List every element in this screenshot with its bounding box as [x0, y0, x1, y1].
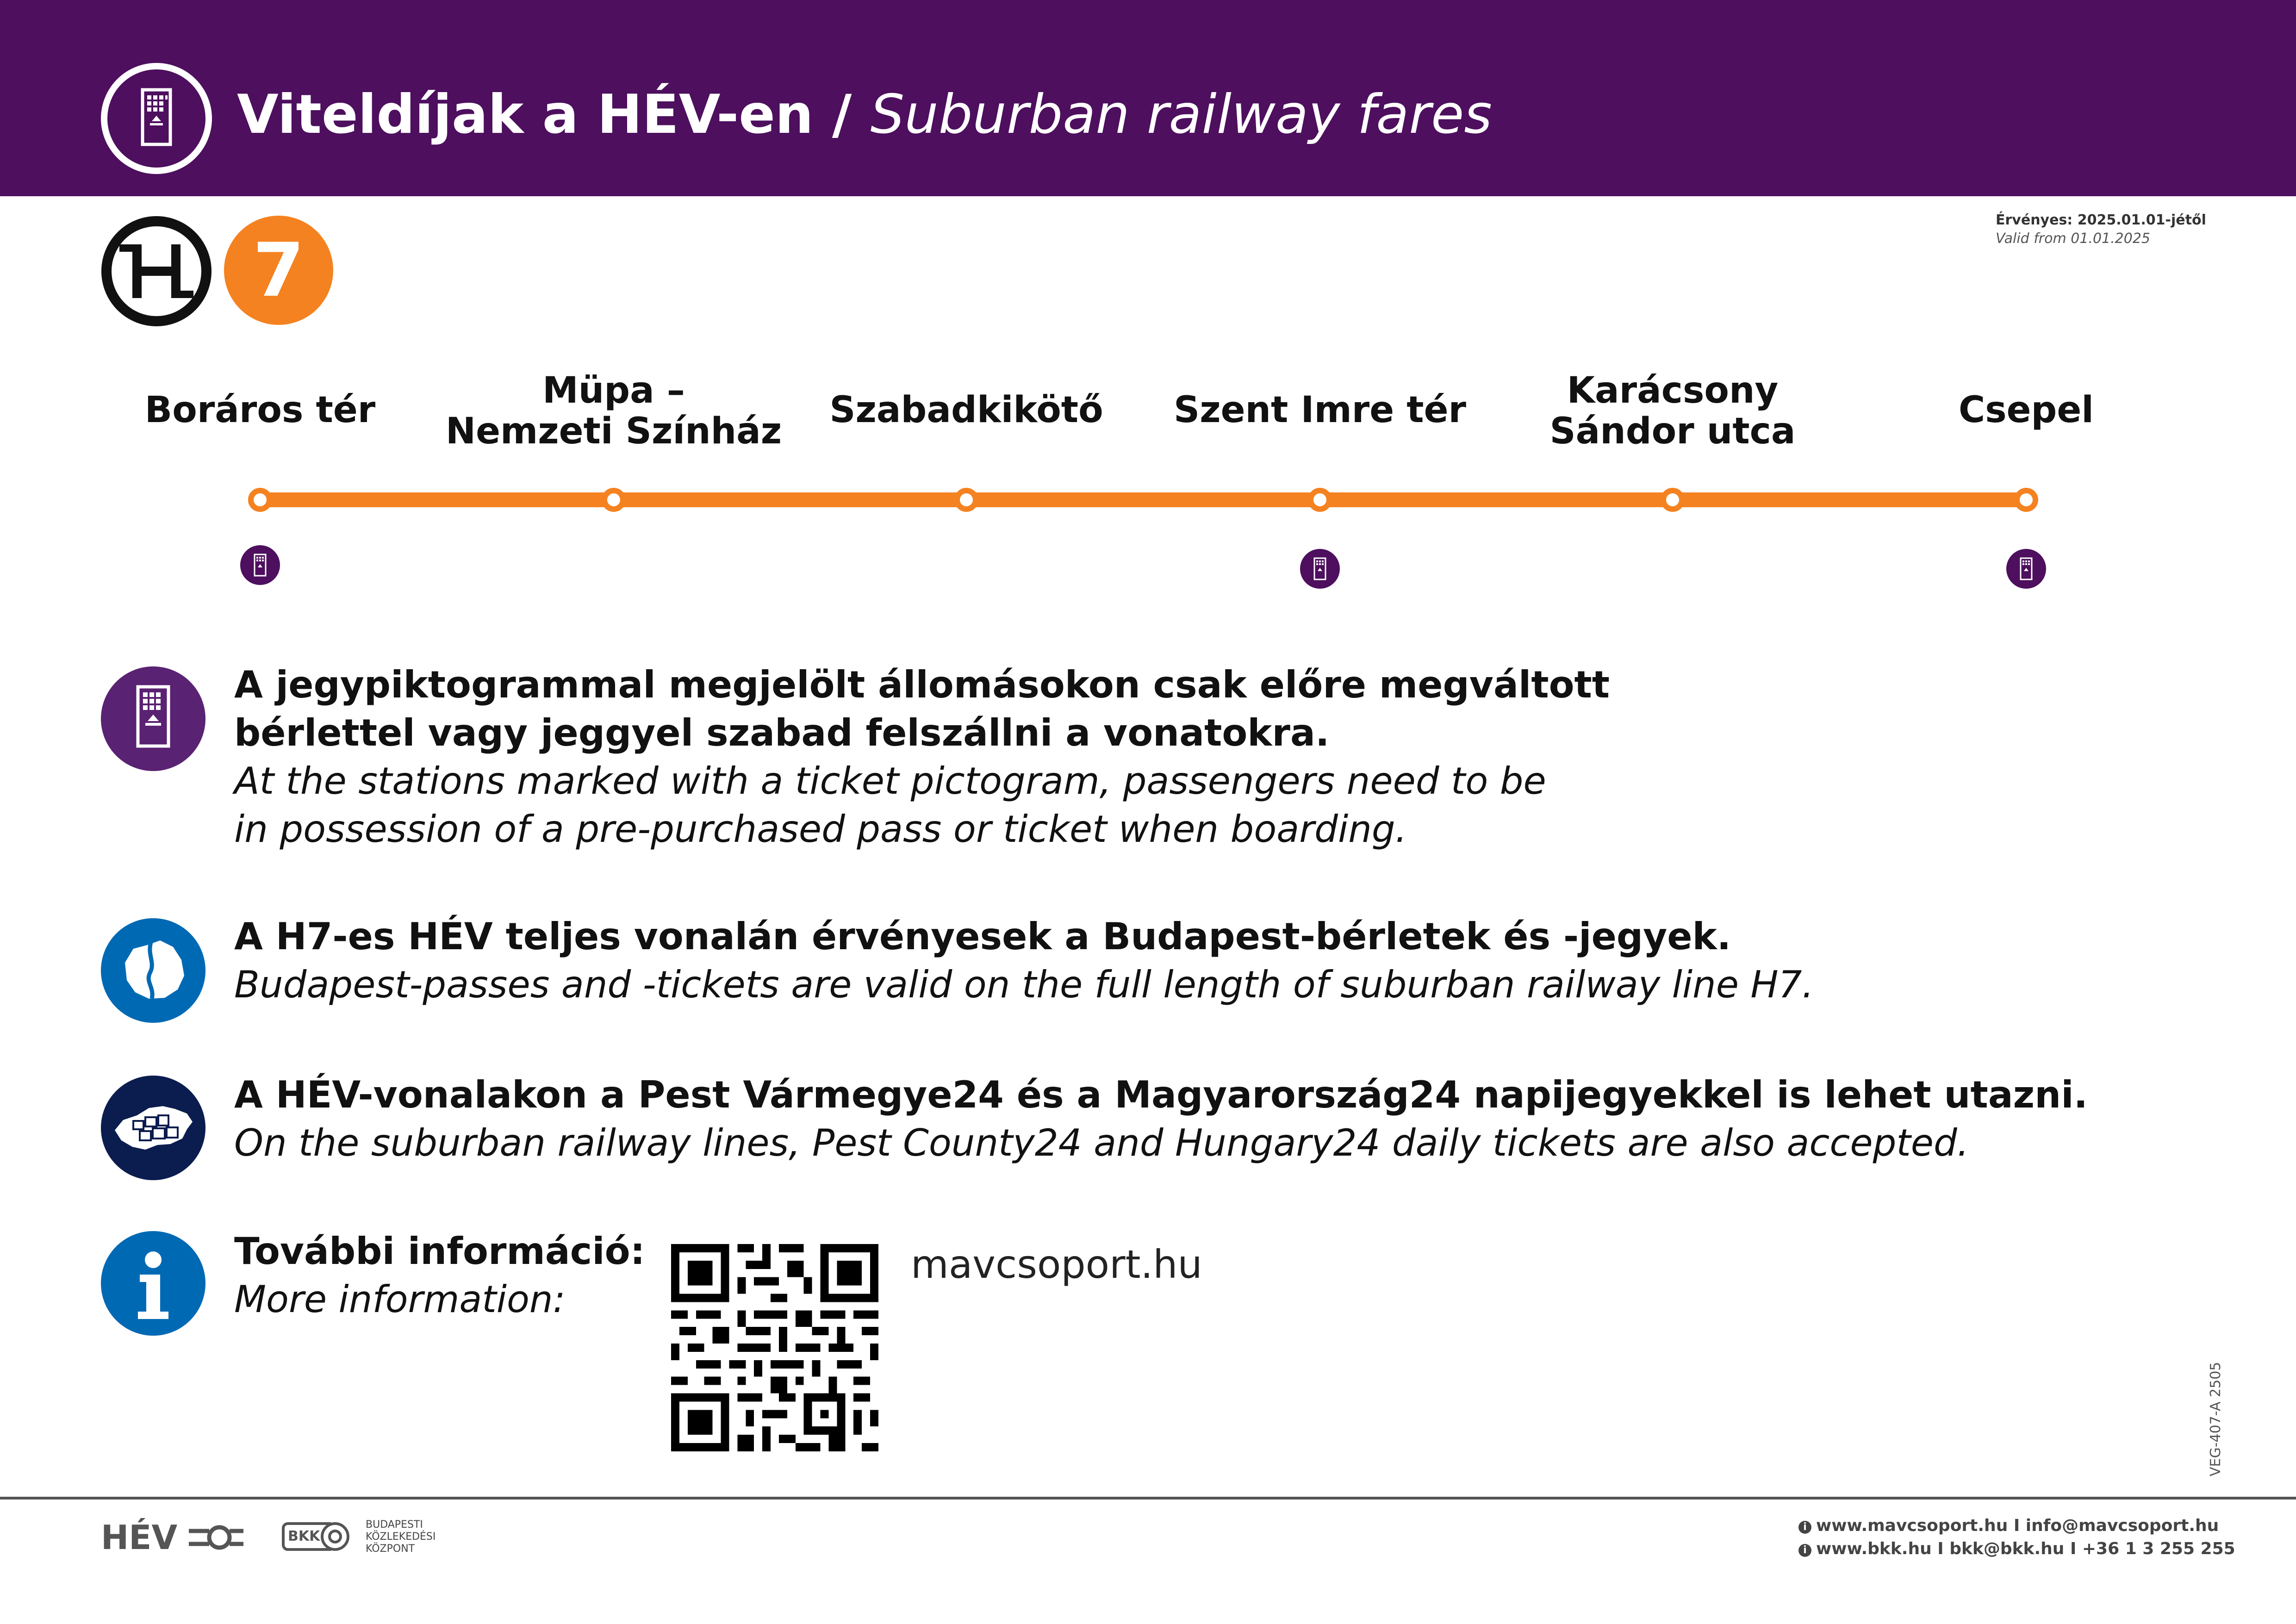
station-name-line1: Szent Imre tér — [1174, 389, 1466, 431]
info-daily-hu: A HÉV-vonalakon a Pest Vármegye24 és a Magyarország24 napijegyekkel is lehet utazni. — [234, 1073, 2088, 1116]
station-name — [1841, 390, 2211, 430]
bkk-name-line2: KÖZLEKEDÉSI — [366, 1531, 436, 1543]
ticket-machine-icon — [101, 63, 212, 174]
contact-line1[interactable]: www.mavcsoport.hu I info@mavcsoport.hu — [1816, 1516, 2219, 1535]
bkk-logo — [281, 1518, 351, 1555]
info-more-hu: További információ: — [234, 1230, 645, 1273]
contact-info — [1798, 1514, 2235, 1561]
info-ticket-text — [234, 661, 1610, 853]
station-name — [1487, 370, 1858, 452]
station-name-line2: Sándor utca — [1549, 411, 1796, 452]
more-info-link[interactable]: mavcsoport.hu — [911, 1242, 1202, 1287]
info-more-en: More information: — [234, 1278, 566, 1321]
page-title — [237, 78, 1492, 152]
hev-logo — [101, 1519, 244, 1556]
ticket-machine-icon — [2006, 549, 2046, 589]
station-stop-marker — [602, 488, 626, 512]
station-name-line1: Csepel — [1958, 389, 2094, 431]
qr-code[interactable] — [671, 1244, 878, 1451]
info-small-icon: i — [1798, 1521, 1811, 1534]
station-name-line1: Boráros tér — [144, 389, 376, 431]
line-route-bar — [259, 492, 2027, 507]
title-en: Suburban railway fares — [870, 83, 1492, 146]
ticket-machine-icon — [101, 666, 205, 771]
validity-en: Valid from 01.01.2025 — [1996, 230, 2151, 247]
contact-line2[interactable]: www.bkk.hu I bkk@bkk.hu I +36 1 3 255 255 — [1816, 1539, 2235, 1558]
validity-hu: Érvényes: 2025.01.01-jétől — [1996, 212, 2206, 228]
info-ticket-en-line1: At the stations marked with a ticket pictogram, passengers need to be — [234, 759, 1546, 803]
info-ticket-hu-line1: A jegypiktogrammal megjelölt állomásokon csak előre megváltott — [234, 663, 1610, 706]
info-budapest-text — [234, 913, 1814, 1009]
station-name-line2: Nemzeti Színház — [445, 411, 782, 452]
info-daily-en: On the suburban railway lines, Pest County24 and Hungary24 daily tickets are also accepted. — [234, 1121, 1969, 1164]
station-stop-marker — [1308, 488, 1332, 512]
station-name-line1: Müpa – — [542, 370, 685, 411]
footer-divider — [0, 1497, 2296, 1500]
ticket-machine-icon — [240, 545, 280, 585]
title-hu: Viteldíjak a HÉV-en — [237, 83, 814, 146]
station-name — [429, 370, 799, 452]
hev-h-icon — [101, 216, 212, 327]
bkk-logo-text: BKK — [288, 1528, 320, 1544]
header-bar — [0, 0, 2296, 196]
info-ticket-hu-line2: bérlettel vagy jeggyel szabad felszállni a vonatokra. — [234, 711, 1330, 754]
station-stop-marker — [1661, 488, 1685, 512]
budapest-map-icon — [101, 918, 205, 1023]
title-separator: / — [813, 83, 871, 146]
info-small-icon: i — [1798, 1544, 1811, 1557]
hev-logo-text: HÉV — [101, 1518, 178, 1557]
station-stop-marker — [954, 488, 978, 512]
station-name — [75, 390, 445, 430]
validity-note — [1996, 211, 2206, 248]
info-budapest-hu: A H7-es HÉV teljes vonalán érvényesek a Budapest-bérletek és -jegyek. — [234, 915, 1731, 958]
station-name-line1: Karácsony — [1567, 370, 1779, 411]
info-icon — [101, 1231, 205, 1336]
bkk-name-line1: BUDAPESTI — [366, 1519, 423, 1531]
station-name — [781, 390, 1151, 430]
document-code: VEG-407-A 2505 — [2208, 1362, 2224, 1476]
info-daily-text — [234, 1071, 2088, 1167]
station-stop-marker — [248, 488, 272, 512]
hungary-map-icon — [101, 1076, 205, 1180]
ticket-machine-icon — [1300, 549, 1340, 589]
info-ticket-en-line2: in possession of a pre-purchased pass or ticket when boarding. — [234, 808, 1407, 851]
station-name — [1135, 390, 1505, 430]
bkk-name — [366, 1519, 436, 1555]
bkk-name-line3: KÖZPONT — [366, 1543, 415, 1555]
station-stop-marker — [2014, 488, 2038, 512]
line-number-badge: 7 — [224, 216, 333, 325]
info-more-text — [234, 1227, 645, 1324]
station-name-line1: Szabadkikötő — [829, 389, 1103, 431]
info-budapest-en: Budapest-passes and -tickets are valid on the full length of suburban railway line H7. — [234, 963, 1814, 1006]
